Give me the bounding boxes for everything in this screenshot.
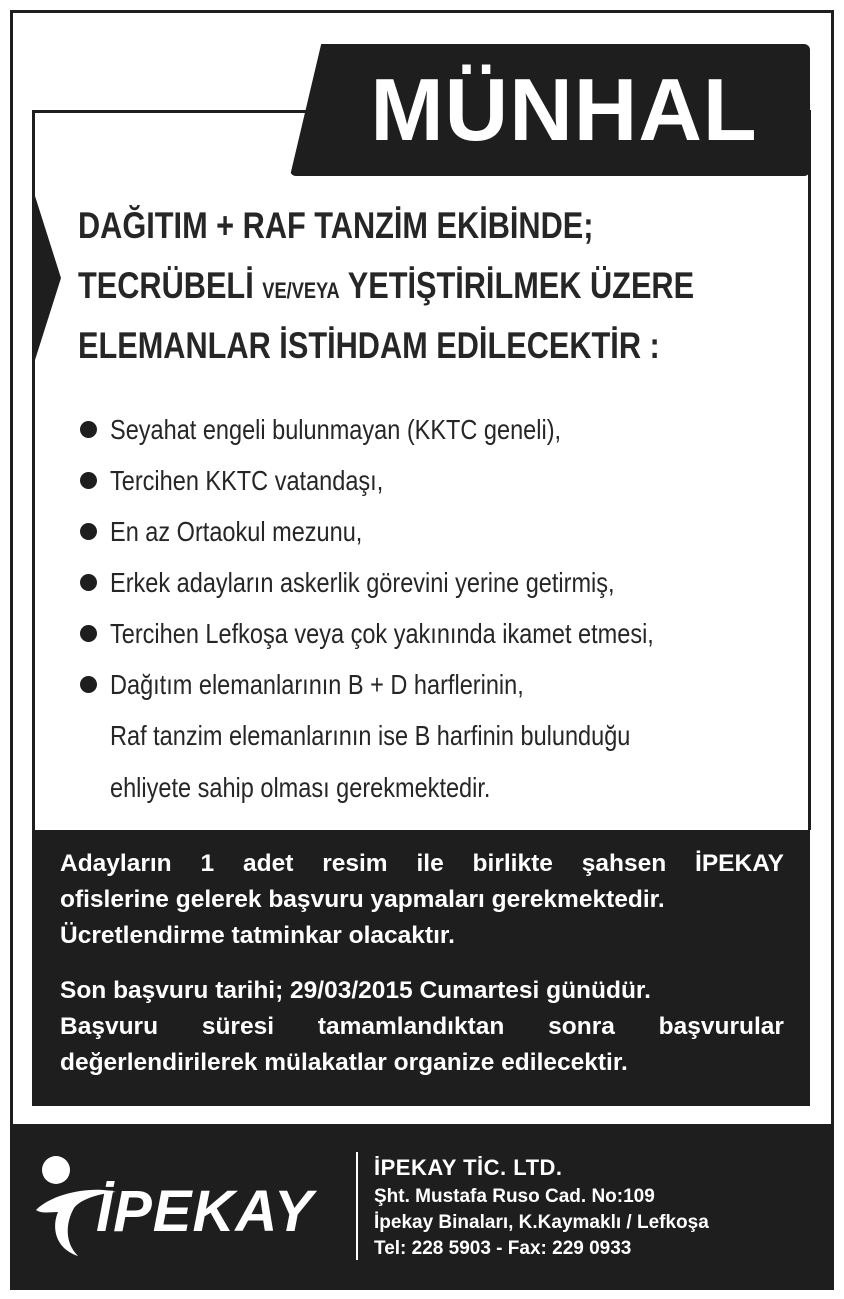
bullet-icon	[80, 574, 97, 591]
company-logo	[34, 1152, 340, 1262]
headline	[78, 196, 818, 376]
logo-wordmark: İPEKAY	[96, 1179, 314, 1244]
list-item-text: Seyahat engeli bulunmayan (KKTC geneli),	[110, 414, 562, 445]
info-word: Adayların	[60, 850, 172, 877]
info-line: Ücretlendirme tatminkar olacaktır.	[60, 922, 455, 949]
info-word: resim	[322, 850, 388, 877]
list-item-text: Tercihen Lefkoşa veya çok yakınında ikamet etmesi,	[110, 618, 654, 649]
list-item-text: En az Ortaokul mezunu,	[110, 516, 363, 547]
list-item	[78, 455, 818, 506]
page-title: MÜNHAL	[370, 60, 758, 159]
headline-line-2-connector: VE/VEYA	[262, 278, 340, 303]
headline-line-2-end: YETİŞTİRİLMEK ÜZERE	[339, 265, 695, 306]
info-word: tamamlandıktan	[317, 1013, 505, 1040]
application-info-box	[32, 830, 810, 1106]
list-item	[78, 608, 818, 659]
info-word: ile	[416, 850, 444, 877]
info-word: şahsen	[581, 850, 667, 877]
list-item	[78, 404, 818, 455]
deadline-line: Son başvuru tarihi; 29/03/2015 Cumartesi günüdür.	[60, 977, 651, 1004]
deadline-info	[60, 973, 784, 1081]
info-line: değerlendirilerek mülakatlar organize edilecektir.	[60, 1049, 628, 1076]
inner-border-top	[32, 110, 322, 113]
list-item-text: Erkek adayların askerlik görevini yerine getirmiş,	[110, 567, 615, 598]
info-word: Başvuru	[60, 1013, 159, 1040]
company-address-line-1: Şht. Mustafa Ruso Cad. No:109	[374, 1186, 655, 1207]
list-item-continuation	[78, 762, 818, 814]
application-instructions	[60, 846, 784, 954]
company-address-line-2: İpekay Binaları, K.Kaymaklı / Lefkoşa	[374, 1212, 709, 1233]
company-name: İPEKAY TİC. LTD.	[374, 1155, 563, 1180]
headline-line-1: DAĞITIM + RAF TANZİM EKİBİNDE;	[78, 205, 594, 246]
list-item-text: Raf tanzim elemanlarının ise B harfinin bulunduğu	[110, 720, 631, 751]
info-word: 1	[200, 850, 215, 877]
info-word: adet	[242, 850, 294, 877]
list-item	[78, 506, 818, 557]
headline-line-2	[78, 256, 695, 316]
headline-line-2-start: TECRÜBELİ	[78, 265, 263, 306]
info-line	[60, 1009, 784, 1045]
left-arrow-marker	[35, 196, 61, 360]
list-item-continuation	[78, 710, 818, 762]
company-contact	[374, 1152, 709, 1262]
headline-line-3: ELEMANLAR İSTİHDAM EDİLECEKTİR :	[78, 325, 660, 366]
bullet-icon	[80, 472, 97, 489]
company-contact-line: Tel: 228 5903 - Fax: 229 0933	[374, 1238, 632, 1259]
footer-divider	[356, 1152, 358, 1260]
bullet-icon	[80, 523, 97, 540]
info-word: birlikte	[472, 850, 553, 877]
info-line	[60, 846, 784, 882]
list-item-text: ehliyete sahip olması gerekmektedir.	[110, 772, 491, 803]
info-word: başvurular	[658, 1013, 784, 1040]
info-word: sonra	[548, 1013, 615, 1040]
bullet-icon	[80, 625, 97, 642]
info-word: İPEKAY	[695, 850, 784, 877]
requirements-list	[78, 404, 818, 814]
list-item-text: Dağıtım elemanlarının B + D harflerinin,	[110, 669, 524, 700]
bullet-icon	[80, 421, 97, 438]
list-item-text: Tercihen KKTC vatandaşı,	[110, 465, 384, 496]
bullet-icon	[80, 676, 97, 693]
info-word: süresi	[201, 1013, 275, 1040]
list-item	[78, 557, 818, 608]
list-item	[78, 659, 818, 710]
info-line: ofislerine gelerek başvuru yapmaları gerekmektedir.	[60, 886, 665, 913]
